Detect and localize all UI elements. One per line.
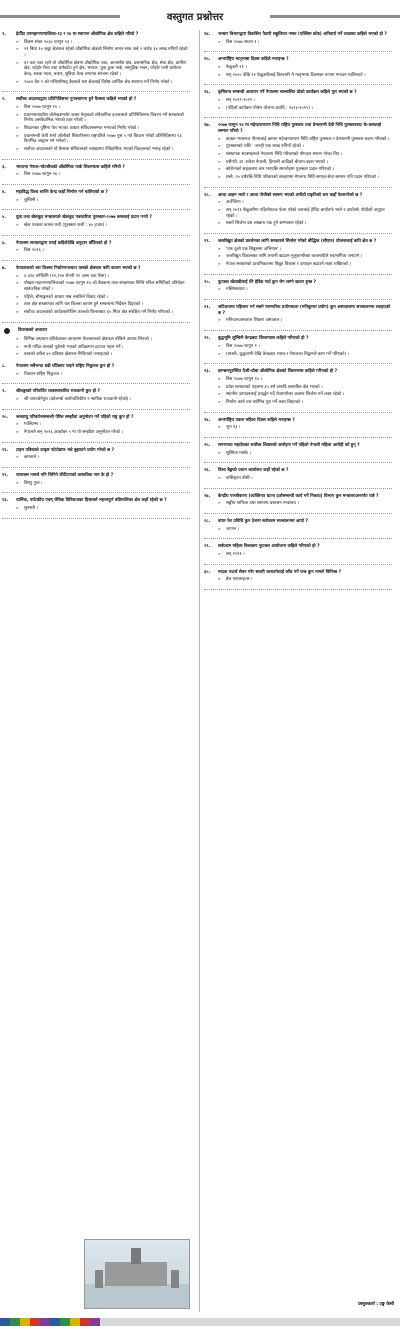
right-qa-list xyxy=(204,32,392,590)
answer-item: » सन् २००० देखि २१ फेब्रुअरीलाई विश्वभरि नै मातृभाषा दिवसका रूपमा मनाउन थालिएको । xyxy=(218,73,392,79)
question-text: मादक पदार्थ सेवन गरेर सवारी चलाउनेलाई जाँच गर्ने यन्त्र कुन नामले चिनिन्छ ? xyxy=(218,569,342,575)
answer-item: » तालको करिब ४० प्रतिशत क्षेत्रफल मिचिएको जनाइएको । xyxy=(16,352,190,358)
question-number: २. xyxy=(2,97,6,103)
color-chip xyxy=(20,1318,30,1326)
question-separator xyxy=(2,209,190,210)
left-qa-list xyxy=(2,32,190,323)
answer-list xyxy=(16,248,190,254)
question xyxy=(204,123,392,134)
section-label: वितरकको अध्ययन xyxy=(18,327,48,333)
answer-list xyxy=(218,501,392,507)
question-text: सर्वप्रथम महिला विश्वकप फुटबल आयोजना कहिले गरिएको हो ? xyxy=(218,544,320,550)
answer-item: » फेब्रुअरी २१ । xyxy=(218,65,392,71)
column-divider xyxy=(199,30,200,1312)
color-chip xyxy=(90,1318,100,1326)
question-text: जटिलतामा पहिचान गर्न सक्ने पारम्परिक प्रयोगशाला (मनिकुमार प्रयोग) कुन अस्पतालमा सञ्चालनमा ल्याइएको छ ? xyxy=(218,305,391,316)
question xyxy=(2,498,190,504)
question xyxy=(2,97,190,103)
question-text: फुटबल खेलाडीलाई धेरै हेडिङ गर्दा कुन रोग लाग्ने खतरा हुन्छ ? xyxy=(218,279,316,285)
question-text: जलविद्युत क्षेत्रको प्रवर्धनका लागि सरकारले सिर्जना गरेको बौद्धिक (सीएफ) योजनालाई कति क्षेत्र छ ? xyxy=(218,239,377,245)
author-credit: प्रस्तुतकर्ता : टङ्क केसी xyxy=(358,1302,394,1307)
answer-item: » पोखरा महानगरपालिकाको २०७७ फागुन १६ को बैठकमा ताल संरक्षणका निम्ति गठित समितिको प्रतिवेदन सार्वजनिक गरेको । xyxy=(16,281,190,292)
question-separator xyxy=(204,564,392,565)
answer-item: » क्षमताले । xyxy=(16,455,190,461)
section-heading xyxy=(2,328,190,334)
tower-shape xyxy=(171,1270,179,1288)
color-chip xyxy=(70,1318,80,1326)
answer-item: » पहिले, सीमाङ्कनको आधार मान्न नसकिने विवाद रहेको । xyxy=(16,295,190,301)
question-text: टाइम पत्रिकाले उत्कृष्ट फोटोग्राफ भन्ने बुझाउने प्रयोग गरेको छ ? xyxy=(16,447,115,453)
question xyxy=(2,266,190,272)
question-number: १४. xyxy=(204,32,211,37)
question-separator xyxy=(2,184,190,185)
question-number: ७. xyxy=(2,266,6,272)
page-title: वस्तुगत प्रश्नोत्तर xyxy=(120,10,270,25)
question-text: सर्वोच्च अदालतद्वारा प्रतिनिधिसभा पुनःस्थापना हुने फैसला कहिले भएको हो ? xyxy=(16,97,137,103)
answer-item: » चितवन राष्ट्रिय निकुञ्ज । xyxy=(16,372,190,378)
left-column xyxy=(2,32,190,524)
question-separator xyxy=(204,513,392,514)
question xyxy=(2,241,190,247)
question-number: २३. xyxy=(204,369,211,375)
color-chip xyxy=(30,1318,40,1326)
question-text: चापाबस नामले पनि चिनिने कीटिटपको वास्तविक नाम के हो ? xyxy=(16,472,114,478)
answer-item: » ६२ वटा प्लट रहने यो औद्योगिक क्षेत्रमा औद्योगिक प्लट, आवासीय क्षेत्र, प्रशासनिक क्षेत्र, सेवा क्षेत्र, ग्रामीण क्षेत्र, फोहोर मैला तथा धर्मकाँटा हुने क्षेत्र, भण्डार, युवा ठुला पार्क, सामूहिक भवन, फोहोर पानी प्रशोधन केन्द्र, सडक नाला, बजार, सुविधा केन्द्र लगायत संरचना रहेको । xyxy=(16,61,190,78)
question-number: १५. xyxy=(204,57,211,63)
question-separator xyxy=(204,117,392,118)
answer-item: » ब्रेथ एनालाइजर । xyxy=(218,577,392,583)
answer-list xyxy=(218,40,392,46)
question-separator xyxy=(204,488,392,489)
question-number: ३. xyxy=(2,164,6,170)
question-text: फेवातालको चार किल्ला निर्धारणपश्चात यसको क्षेत्रफल कति कायम भएको छ ? xyxy=(16,266,141,272)
answer-item: » सन् १९९१ । xyxy=(218,552,392,558)
question xyxy=(204,32,392,38)
question-number: २९. xyxy=(204,544,211,550)
question-number: ९. xyxy=(2,32,6,37)
question-number: ९. xyxy=(2,389,6,395)
question-number: १७. xyxy=(204,123,211,129)
religious-site-photo xyxy=(84,1239,190,1309)
answer-list xyxy=(16,40,190,86)
shrine-shape xyxy=(131,1248,141,1264)
answer-list xyxy=(16,105,190,153)
question-number: ८. xyxy=(2,363,6,369)
answer-item: » मनिपालअस्पताल शिक्षण अस्पताल । xyxy=(218,318,392,324)
answer-item: » कोरोनाको सङ्क्रमण कम भएपछि समारोहमा पुरस्कार प्रदान गरिएको । xyxy=(218,167,392,173)
question-text: नेपालमा सरकारद्वारा तराई कहिलेदेखि अनुदान बाँडिएको हो ? xyxy=(16,240,112,246)
answer-item: » सङ्घीय मामिला तथा सामान्य प्रशासन मन्त्रालय । xyxy=(218,501,392,507)
answer-item: » प्रधानमन्त्री केपी शर्मा ओलीको सिफारिसमा राष्ट्रपतिले २०७७ पुस ५ गते विघटन गरेको प्रतिनिधिसभा १३ दिनभित्र आह्वान गर्न भनेको । xyxy=(16,134,190,145)
answer-item: » विस २०७७ फागुन ५६ । xyxy=(16,172,190,178)
answer-item: » १९ बिघा १० कठ्ठा क्षेत्रफल रहेको औद्योगिक क्षेत्रको निर्माण लागत सात अर्ब २ करोड ३४ लाख रुपियाँ रहेको । xyxy=(16,47,190,58)
question-number: २१. xyxy=(204,305,211,311)
question xyxy=(204,443,392,449)
answer-item: » नापी गरिँदा तालको पूर्वतर्फ भएको अतिक्रमण हटाउन पहल गर्ने । xyxy=(16,345,190,351)
answer-item: » अर्जेन्टिना । xyxy=(218,200,392,206)
question-separator xyxy=(2,518,190,519)
answer-item: » मस्तिष्कघात । xyxy=(218,287,392,293)
question xyxy=(204,544,392,550)
question-number: १३. xyxy=(2,498,9,504)
answer-item: » जलविद्युत विकासका लागि लगानी बढाउन मुलुकभरिका व्यवसायीले सहभागिता जनाउने । xyxy=(218,254,392,260)
question-number: १९. xyxy=(204,239,211,245)
question-number: ६. xyxy=(2,240,6,246)
question-separator xyxy=(2,409,190,410)
answer-item: » वासिङ्टन डीसी । xyxy=(218,476,392,482)
answer-item: » (त्यस्ती, बुद्धवाणी देखि केन्द्रबाट भारत र नेपालका विद्वानले काम गर्ने गरिएको) । xyxy=(218,352,392,358)
question xyxy=(204,369,392,375)
answer-item: » २०७२ चैत १ को मन्त्रिपरिषद् बैठकले यस क्षेत्रलाई विशेष आर्थिक क्षेत्र स्थापना गर्ने निर्णय गरेको । xyxy=(16,80,190,86)
question-number: १२. xyxy=(2,472,9,478)
question-separator xyxy=(204,589,392,590)
bullet-icon xyxy=(4,328,10,334)
answer-item: » पुरस्कारको राशि : जनही एक लाख रुपियाँ रहेको । xyxy=(218,144,392,150)
question-separator xyxy=(2,383,190,384)
answer-item: » नेपालले सन् २०१६ अक्टोबर ५ मा यो सम्झौता अनुमोदन गरेको । xyxy=(16,430,190,436)
question xyxy=(204,239,392,245)
answer-item: » लुम्बिनी । xyxy=(16,198,190,204)
question-separator xyxy=(204,187,392,188)
question-number: ११. xyxy=(2,447,9,453)
question-number: २६. xyxy=(204,468,211,474)
question-separator xyxy=(2,159,190,160)
answer-list xyxy=(16,506,190,512)
question-separator xyxy=(2,467,190,468)
question xyxy=(2,215,190,221)
answer-list xyxy=(218,344,392,357)
question-number: १०. xyxy=(2,414,9,420)
question-number: २२. xyxy=(204,336,211,342)
question-text: भारतमा नेपाल-भोटबीचको औद्योगिक पार्क शिलान्यास कहिले गरियो ? xyxy=(16,164,125,170)
question-text: श्रीलङ्काको परिवर्तित व्यवस्थापकीय राजधानी कुन हो ? xyxy=(16,389,101,395)
question-text: २०७७ फागुन १४ मा महेन्द्रनारायण निधि राष्ट्रिय पुरस्कार तथा प्रेमशरणी देवी निधि पुरस्कारबाट के-कसलाई सम्मान गरियो ? xyxy=(218,123,381,135)
color-chip xyxy=(80,1318,90,1326)
question-text: बुद्धभूमि लुम्बिनी केन्द्रबाट शिलान्यास कहिले गरिएको हो ? xyxy=(218,336,309,342)
right-column xyxy=(204,32,392,595)
answer-list xyxy=(218,65,392,78)
answer-item: » सुनसरी । xyxy=(16,506,190,512)
question-text: अन्तर्राष्ट्रिय मातृभाषा दिवस कहिले मनाइन्छ ? xyxy=(218,57,289,63)
question-number: २५. xyxy=(204,442,211,448)
question-number: ५. xyxy=(2,215,6,221)
answer-item: » ताल क्षेत्र संरक्षणका लागि चार किल्ला कायम हुने सम्बन्धमा निर्देशन दिइएको । xyxy=(16,302,190,308)
answer-item: » श्री जयवर्धनेपुरा (कोलम्बो कार्यपालिकीय र न्यायिक राजधानी रहेको) । xyxy=(16,397,190,403)
answer-item: » यस्तै, २० वर्षपछि निधि परिवारको संरक्षणमा मेघनाथ निधि समाज-सेवा सम्मान पनि प्रदान गरिएको । xyxy=(218,175,392,181)
question xyxy=(204,193,392,199)
question-text: नेपालमा सबैभन्दा बढी घाँटेछाप पाइने राष्ट्रिय निकुञ्ज कुन हो ? xyxy=(16,363,115,369)
answer-list xyxy=(16,223,190,229)
question-separator xyxy=(2,492,190,493)
color-chip xyxy=(60,1318,70,1326)
answer-item: » विस २०७७ फागुन १ । xyxy=(218,344,392,350)
answer-item: » विक्रम संवत २०३० फागुन १३ । xyxy=(16,40,190,46)
question xyxy=(204,90,392,96)
answer-item: » विभिन्न अध्ययन प्रतिवेदनका आधारमा फेवातालको क्षेत्रफल तोकिने आधार लिएको । xyxy=(16,337,190,343)
answer-list xyxy=(218,527,392,533)
answer-item: » प्रधानन्यायाधीश चोलेन्द्रशमशेर जबरा नेतृत्वको संवैधानिक इजलासले प्रतिनिधिसभा विघटन गर्ने सरकारको निर्णय असंवैधानिक भएको ठहर गरेको । xyxy=(16,113,190,124)
question xyxy=(204,468,392,474)
answer-item: » सन् २०२१ फेब्रुअरीमा पहिलोपटक फेला परेको चरालाई हेरिँदा बायाँतर्फ भाले र दायाँतर्फ पोथीको अनुहार रहेको । xyxy=(218,208,392,219)
question-text: हेटौँडा उपमहानगरपालिका-१३ र १४ मा स्थापना औद्योगिक क्षेत्र कहिले गरियो ? xyxy=(16,32,139,37)
answer-list xyxy=(218,247,392,268)
question xyxy=(204,57,392,63)
question xyxy=(2,473,190,479)
question xyxy=(204,519,392,525)
question xyxy=(204,418,392,424)
answer-list xyxy=(16,397,190,403)
answer-list xyxy=(218,200,392,227)
answer-list xyxy=(218,318,392,324)
answer-item: » विस २०७७ फागुन ११ । xyxy=(16,105,190,111)
answer-list xyxy=(218,552,392,558)
color-chip xyxy=(40,1318,50,1326)
question xyxy=(2,32,190,38)
answer-list xyxy=(218,476,392,482)
question-separator xyxy=(204,51,392,52)
question-text: वायर रेल प्रविधि कुन देशमा सर्वप्रथम सञ्चालनमा आयो ? xyxy=(218,518,309,524)
question-text: धार्मिक, पर्यटकीय एवम् जैविक विविधताका हिसाबले महत्त्वपूर्ण बडिमालिका क्षेत्र कहाँ रहेको छ ? xyxy=(16,498,167,504)
answer-list xyxy=(218,577,392,583)
answer-item: » संस्थापक सदस्यहरूले नेपालमा निधि परिवारको योगदान स्मरण गरेका थिए । xyxy=(218,152,392,158)
question-separator xyxy=(2,442,190,443)
answer-list xyxy=(16,481,190,487)
question-separator xyxy=(204,274,392,275)
answer-item: » जुन २३ । xyxy=(218,425,392,431)
answer-item: » निर्माण कार्य चार वर्षभित्र पूरा गर्ने लक्ष्य लिइएको । xyxy=(218,400,392,406)
question-number: ३०. xyxy=(204,569,211,575)
question-number: २७. xyxy=(204,493,211,499)
color-chip xyxy=(50,1318,60,1326)
question-separator xyxy=(204,437,392,438)
question xyxy=(204,570,392,576)
answer-item: » यसैगरी, डा. राकेश नेपाली, हिमाली आदिको बीचमा बहस भएको । xyxy=(218,160,392,166)
question-separator xyxy=(2,322,190,323)
answer-list xyxy=(16,372,190,378)
answer-item: » 'एक ठूलो एक सिङ्कसमा अभियान' । xyxy=(218,247,392,253)
answer-list xyxy=(218,98,392,111)
question-separator xyxy=(204,538,392,539)
answer-list xyxy=(16,274,190,316)
building-shape xyxy=(105,1262,167,1286)
question-text: युवा तथा खेलकूद मन्त्रालयले खेलकूद पत्रकारिता पुरस्कार-२०७७ कसलाई प्रदान गर्‍यो ? xyxy=(16,215,152,221)
answer-item: » विस २०१६ । xyxy=(16,248,190,254)
answer-item: » ४.३९६ वर्गकिमि (११,१२४ रोपनी २१ आना एक पैसा) । xyxy=(16,274,190,280)
question-separator xyxy=(2,91,190,92)
answer-item: » यस्तो सिर्जना दश लाखमा एक हुने सम्भावना रहेको । xyxy=(218,221,392,227)
answer-item: » विघटनका पुष्टिमा पेश भएका आधार संविधानसम्मत नभएको निर्णय गरेको । xyxy=(16,126,190,132)
question-text: अन्तर्राष्ट्रिय एकल महिला दिवस कहिले मनाइन्छ ? xyxy=(218,417,295,423)
answer-item: » प्रदेश सरकारको पहलमा ३५ वर्ष अगाडि प्रस्तावित क्षेत्र भएको । xyxy=(218,385,392,391)
answer-item: » खेल पत्रकार कमल जवी (पुरस्कार राशी : ४० हजार) । xyxy=(16,223,190,229)
question-text: कृषियन्त्र सम्बन्धी अध्ययन गर्ने नेपालमा सञ्चालित डोको कार्यक्रम कहिले पूरा भएको छ ? xyxy=(218,90,357,96)
question-number: २८. xyxy=(204,518,211,524)
answer-item: » सन् २०१९-२०२१ । xyxy=(218,98,392,104)
question-number: १८. xyxy=(204,192,211,198)
question xyxy=(204,494,392,500)
answer-item: » (पहिलो कार्यक्रम पोषण योजना अवधि : २०१३-२०१५) । xyxy=(218,106,392,112)
question-number: १६. xyxy=(204,90,211,96)
question xyxy=(2,448,190,454)
question-text: कान्छनपुरस्थित दैजी-धोबा औद्योगिक क्षेत्रको शिलान्यास कहिले गरिएको हो ? xyxy=(218,369,338,375)
question-separator xyxy=(204,363,392,364)
color-chip xyxy=(10,1318,20,1326)
answer-item: » विष्णु गुप्त । xyxy=(16,481,190,487)
answer-item: » सर्वोच्च अदालतको यो फैसला संविधानको व्याख्यामा ऐतिहासिक भएको विज्ञहरूको भनाइ रहेको । xyxy=(16,147,190,153)
tower-shape xyxy=(95,1270,103,1288)
question xyxy=(204,280,392,286)
answer-item: » नेपाल सरकारको प्राथमिकतामा विद्युत विकास र उत्पादन बढाउने लक्ष्य राखिएको । xyxy=(218,262,392,268)
question xyxy=(204,305,392,316)
answer-list xyxy=(16,172,190,178)
question-text: केन्द्रीय पञ्जीकरण (व्यक्तिगत घटना दर्तासम्बन्धी कार्य गर्ने निकाय) विभाग कुन मन्त्रालयअन्तर्गत पर्छ ? xyxy=(218,493,379,499)
answer-list xyxy=(16,422,190,435)
question-number: २०. xyxy=(204,279,211,285)
section-answers xyxy=(16,337,190,358)
question xyxy=(2,190,190,196)
color-registration-strip xyxy=(0,1318,160,1326)
answer-item: » विस २०७७ फागुन १० । xyxy=(218,377,392,383)
answer-item: » सर्वोच्च अदालतको आदेशबमोजिम तालको किनारबाट ६५ मिटर क्षेत्र संरक्षित गर्ने निर्णय गरिएको । xyxy=(16,310,190,316)
question-text: भन्सार विभागद्वारा विकसित पैठारी सहूलियत नम्बर (एक्जिम कोड) अनिवार्य गर्ने व्यवस्था कहिले भएको हो ? xyxy=(218,32,387,37)
question-number: ४. xyxy=(2,190,6,196)
answer-list xyxy=(16,198,190,204)
question-text: विश्व बैङ्कको प्रधान कार्यालय कहाँ रहेको छ ? xyxy=(218,468,289,474)
question-number: २४. xyxy=(204,417,211,423)
answer-item: » विस २०७७ साउन १ । xyxy=(218,40,392,46)
question-separator xyxy=(204,330,392,331)
question xyxy=(2,415,190,421)
question-separator xyxy=(204,84,392,85)
question xyxy=(204,336,392,342)
answer-list xyxy=(218,377,392,406)
answer-item: » स्थानीय उत्पादनलाई प्रवर्द्धन गर्दै रोजगारीका अवसर सिर्जना गर्ने लक्ष्य रहेको । xyxy=(218,392,392,398)
question-text: जलवायु परिवर्तनसम्बन्धी पेरिस सम्झौता अनुमोदन गर्ने पहिलो राष्ट्र कुन हो ? xyxy=(16,414,134,420)
question-separator xyxy=(204,299,392,300)
answer-item: » जापान । xyxy=(218,527,392,533)
header-band xyxy=(0,6,400,22)
answer-list xyxy=(218,451,392,457)
answer-list xyxy=(218,287,392,293)
answer-list xyxy=(218,425,392,431)
answer-item: » डाक्टर भरतराज गौतमलाई क्रमशः महेन्द्रनारायण निधि राष्ट्रिय पुरस्कार र प्रेमशरणी पुरस्कार प्रदान गरिएको । xyxy=(218,137,392,143)
question xyxy=(2,165,190,171)
color-chip xyxy=(0,1318,10,1326)
question-separator xyxy=(204,412,392,413)
question-text: सगरमाथा महादेवका सर्वोच्च शिखरको आरोहण गर्ने पहिलो नेपाली महिला आरोही को हुन् ? xyxy=(218,442,360,448)
question xyxy=(2,364,190,370)
answer-item: » माल्दिभ्स । xyxy=(16,422,190,428)
question-separator xyxy=(204,462,392,463)
question-separator xyxy=(204,233,392,234)
question-text: आधा आइन भाले र आधा पोथीको स्वरूप भएको अनौठो प्रकृतिको चरा कहाँ फेलापरेको छ ? xyxy=(218,192,363,198)
question-separator xyxy=(2,235,190,236)
question-separator xyxy=(2,260,190,261)
answer-list xyxy=(16,455,190,461)
answer-item: » सुस्मिता मास्के । xyxy=(218,451,392,457)
left-qa-list-2 xyxy=(2,364,190,519)
question xyxy=(2,389,190,395)
question-text: महाविद्ध विश्व शान्ति केन्द्र कहाँ निर्माण गर्न थालिएको छ ? xyxy=(16,190,108,196)
answer-list xyxy=(218,137,392,181)
